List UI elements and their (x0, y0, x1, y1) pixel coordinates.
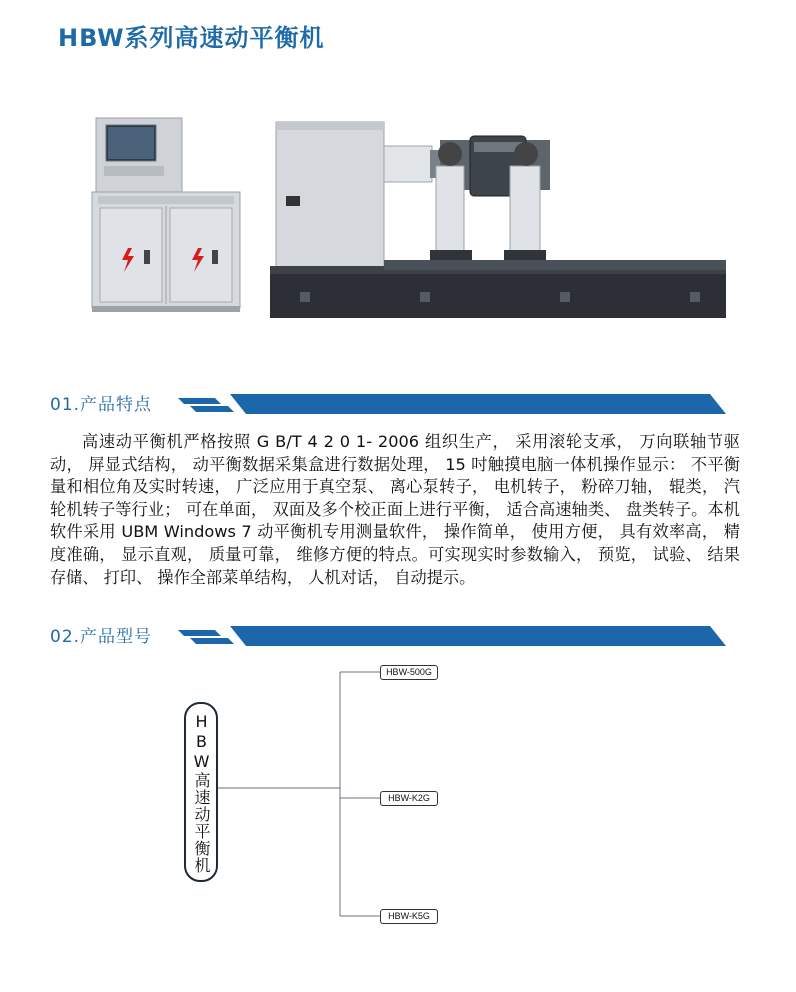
control-cabinet (92, 118, 240, 312)
stripe-decoration (50, 620, 740, 650)
section-header-features (50, 388, 740, 418)
model-item-k5g: HBW-K5G (380, 909, 438, 924)
section-label: 01.产品特点 (50, 395, 153, 415)
section-header-models (50, 620, 740, 650)
model-item-500g: HBW-500G (380, 665, 438, 680)
model-root-label: HBW高速动平衡机 (192, 712, 211, 874)
section-label: 02.产品型号 (50, 627, 153, 647)
model-tree-lines (0, 650, 796, 990)
machine-housing (276, 122, 444, 274)
model-item-k2g: HBW-K2G (380, 791, 438, 806)
machine-base (270, 260, 726, 318)
page-title: HBW系列高速动平衡机 (58, 24, 325, 52)
features-paragraph: 高速动平衡机严格按照 G B/T 4 2 0 1- 2006 组织生产， 采用滚轮支承， 万向联轴节驱动， 屏显式结构， 动平衡数据采集盒进行数据处理， 15 吋触摸电脑一体机操作显示： 不平衡量和相位角及实时转速， 广泛应用于真空泵、 离心泵转子， 电机转子， 粉碎刀轴， 辊类， 汽轮机转子等行业； 可在单面， 双面及多个校正面上进行平衡， 适合高速轴类、 盘类转子。本机软件采用 UBM Windows 7 动平衡机专用测量软件， 操作简单， 使用方便， 具有效率高， 精度准确， 显示直观， 质量可靠， 维修方便的特点。可实现实时参数输入， 预览， 试验、 结果存储、 打印、 操作全部菜单结构， 人机对话， 自动提示。 (50, 432, 740, 587)
product-photo (0, 100, 796, 340)
model-root-box (184, 702, 218, 882)
stripe-decoration (50, 388, 740, 418)
features-text (50, 431, 740, 589)
